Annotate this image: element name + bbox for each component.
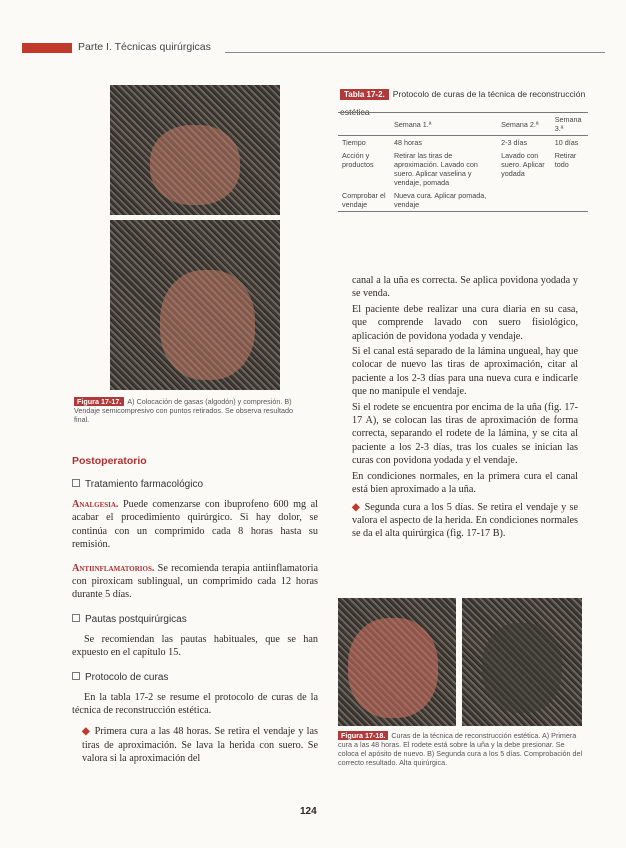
- table-cell: Nueva cura. Aplicar pomada, vendaje: [390, 189, 497, 212]
- square-bullet-icon: [72, 479, 80, 487]
- analgesia-label: Analgesia.: [72, 499, 119, 510]
- subheading-tratamiento-text: Tratamiento farmacológico: [85, 479, 204, 490]
- square-bullet-icon: [72, 672, 80, 680]
- table-header-cell: [338, 113, 390, 136]
- table-title: Protocolo de curas de la técnica de reconstrucción estética: [340, 89, 586, 117]
- bullet-segunda-cura-text: Segunda cura a los 5 días. Se retira el vendaje y se valora el aspecto de la herida. En condiciones normales se da el alta quirúrgica (fig. 17-17 B).: [352, 501, 579, 540]
- table-cell: Acción y productos: [342, 151, 374, 169]
- bullet-primera-cura-text: Primera cura a las 48 horas. Se retira el vendaje y las tiras de aproximación. Se lava la herida con suero. Se valora si la aproximación del: [82, 726, 318, 765]
- figure-top-caption-text: A) Colocación de gasas (algodón) y compresión. B) Vendaje semicompresivo con puntos retirados. Se observa resultado final.: [74, 397, 293, 424]
- table-cell: Retirar las tiras de aproximación. Lavado con suero. Aplicar vaselina y vendaje, pomada: [393, 151, 478, 187]
- bullet-segunda-cura: [352, 501, 578, 541]
- table-header-cell: Semana 3.ª: [551, 113, 588, 136]
- analgesia-text: Puede comenzarse con ibuprofeno 600 mg al acabar el procedimiento quirúrgico. Si hay dolor, se continúa con un comprimido cada 8 horas hasta su remisión.: [72, 499, 318, 551]
- table-cell: Lavado con suero. Aplicar yodada: [501, 151, 545, 178]
- paragraph-analgesia: [72, 498, 318, 552]
- subheading-tratamiento: [72, 479, 318, 490]
- table-cell: Comprobar el vendaje: [338, 189, 390, 212]
- table-label: Tabla 17-2.: [340, 89, 389, 100]
- antiinflamatorios-label: Antiinflamatorios.: [72, 562, 155, 574]
- figure-bottom-photo-b: [462, 598, 582, 726]
- subheading-protocolo-text: Protocolo de curas: [85, 671, 169, 683]
- header-title: Técnicas quirúrgicas: [114, 41, 211, 53]
- figure-bottom-caption: [338, 731, 583, 767]
- left-column: [72, 455, 318, 766]
- paragraph-r5: En condiciones normales, en la primera cura el canal está bien aproximado a la uña.: [352, 470, 578, 496]
- table-cell: 2-3 días: [501, 138, 528, 147]
- table-header-cell: Semana 2.ª: [497, 113, 551, 136]
- table-cell: Retirar todo: [554, 151, 577, 169]
- paragraph-r3: Si el canal está separado de la lámina ungueal, hay que colocar de nuevo las tiras de aproximación, citar al paciente a los 2-3 días para una nueva cura e indicarle que no manipule el vendaje.: [352, 346, 578, 398]
- protocol-table: [338, 112, 588, 212]
- section-heading-postoperatorio: Postoperatorio: [72, 455, 147, 467]
- paragraph-antiinflamatorios: [72, 562, 318, 602]
- figure-top-label: Figura 17-17.: [74, 397, 124, 406]
- table-cell: 10 días: [554, 138, 579, 147]
- paragraph-r1: canal a la uña es correcta. Se aplica povidona yodada y se venda.: [352, 275, 578, 300]
- bullet-primera-cura: [72, 725, 318, 765]
- right-column: [352, 274, 578, 541]
- subheading-protocolo: [72, 672, 318, 683]
- antiinflamatorios-text: Se recomienda terapia antiinflamatoria con piroxicam sublingual, un comprimido cada 12 horas durante 5 días.: [72, 562, 318, 601]
- paragraph-r4: Si el rodete se encuentra por encima de la uña (fig. 17-17 A), se colocan las tiras de aproximación de forma correcta, separando el rodete de la lámina, y se cita al paciente a los 2-3 días, tras los cuales se inician las curas con povidona yodada y el vendaje.: [352, 401, 578, 467]
- diamond-bullet-icon: ◆: [82, 726, 91, 738]
- subheading-pautas: [72, 614, 318, 625]
- figure-bottom-photo-a: [338, 598, 456, 726]
- header-rule: [225, 52, 605, 53]
- table-cell: [551, 189, 588, 212]
- table-cell: 48 horas: [393, 138, 422, 147]
- diamond-bullet-icon: ◆: [352, 501, 361, 513]
- figure-top-photo-a: [110, 85, 280, 215]
- table-row: [338, 149, 588, 189]
- paragraph-r2: El paciente debe realizar una cura diaria en su casa, que comprende lavado con suero fisiológico, aplicación de povidona yodada y vendaje.: [352, 303, 578, 342]
- table-row: [338, 136, 588, 150]
- table-row: [338, 189, 588, 212]
- header-part-label: Parte I.: [78, 41, 112, 53]
- figure-top-photo-b: [110, 220, 280, 390]
- square-bullet-icon: [72, 614, 80, 622]
- running-header: [78, 41, 211, 53]
- figure-bottom-caption-text: Curas de la técnica de reconstrucción estética. A) Primera cura a las 48 horas. El rodete está sobre la uña y la debe presionar. Se coloca el apósito de nuevo. B) Segunda cura a los 5 días. Comprobación del correcto resultado. Alta quirúrgica.: [338, 731, 583, 767]
- table-cell: [497, 189, 551, 212]
- table-header-cell: Semana 1.ª: [390, 113, 497, 136]
- paragraph-protocolo: En la tabla 17-2 se resume el protocolo de curas de la técnica de reconstrucción estética.: [72, 691, 318, 717]
- page-number: 124: [300, 806, 317, 817]
- table-cell: Tiempo: [342, 138, 366, 147]
- paragraph-pautas: Se recomiendan las pautas habituales, que se han expuesto en el capítulo 15.: [72, 633, 318, 659]
- figure-bottom-label: Figura 17-18.: [338, 731, 388, 740]
- header-color-tag: [22, 43, 72, 53]
- table-header-row: [338, 113, 588, 136]
- subheading-pautas-text: Pautas postquirúrgicas: [85, 613, 187, 625]
- figure-top-caption: [74, 397, 310, 424]
